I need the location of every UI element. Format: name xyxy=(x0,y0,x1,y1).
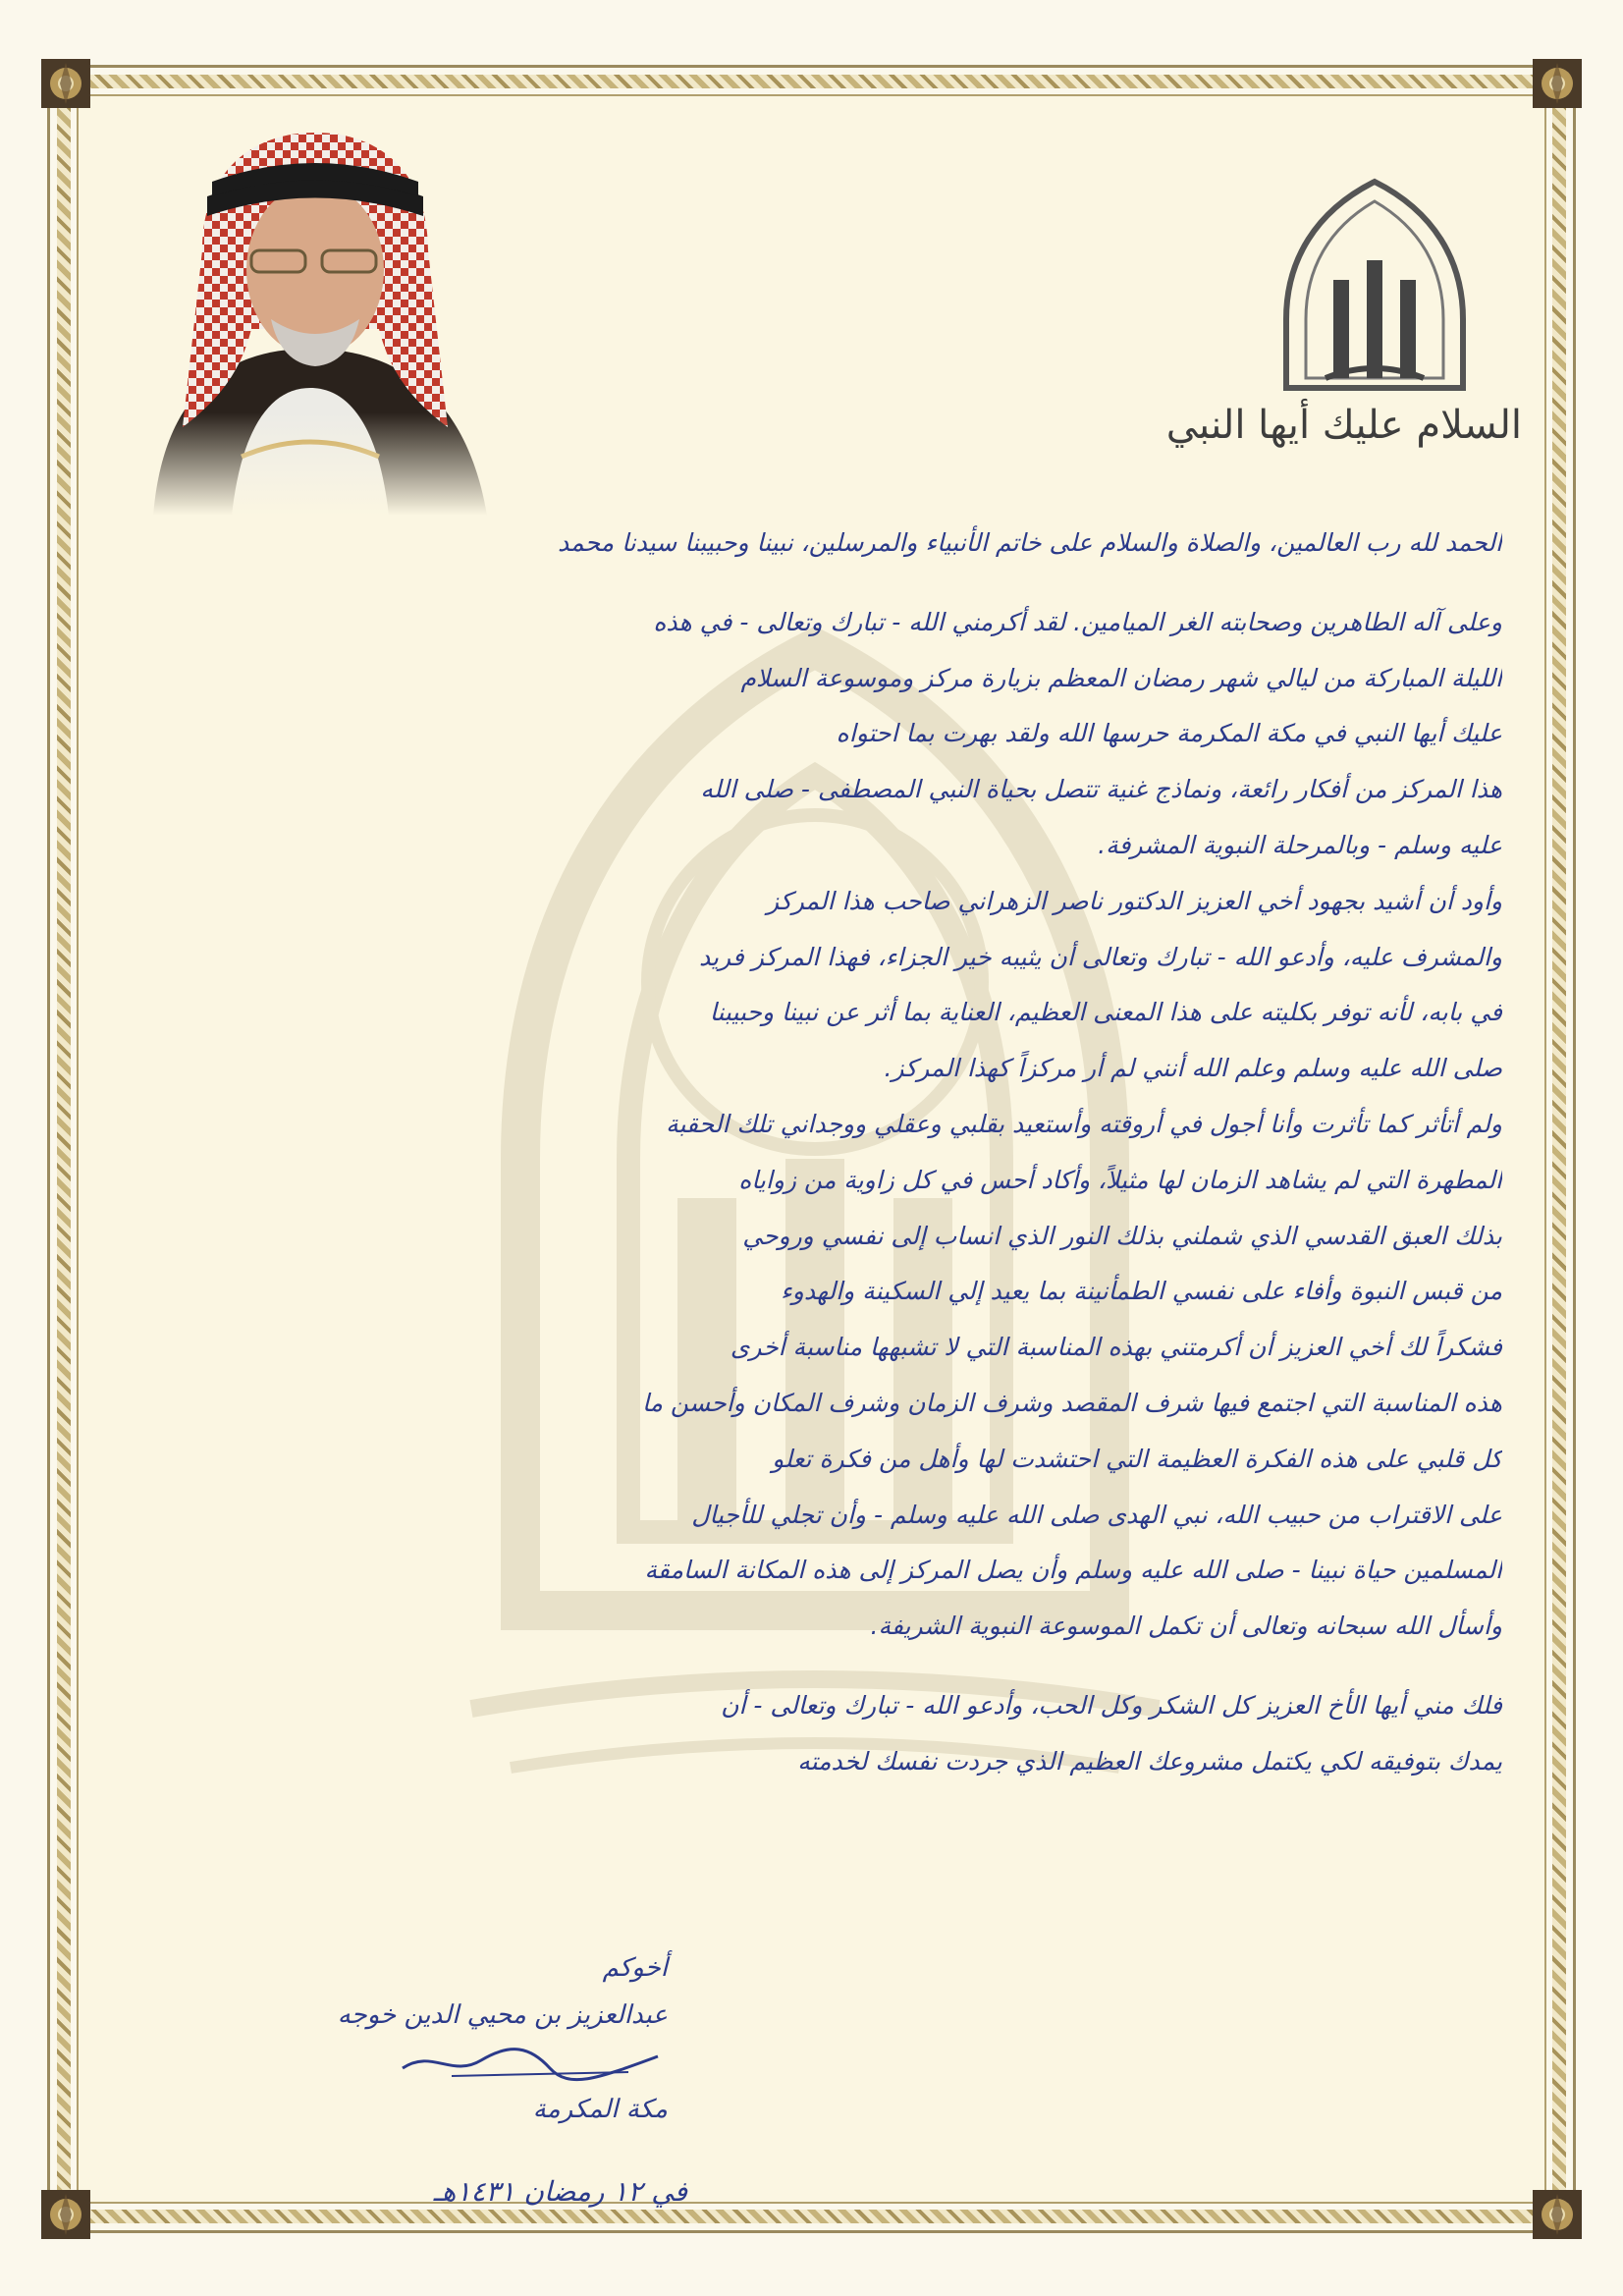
letter-line: الحمد لله رب العالمين، والصلاة والسلام على خاتم الأنبياء والمرسلين، نبينا وحبيبنا سيدنا محمد xyxy=(558,528,1502,557)
signature-block xyxy=(177,1944,668,2133)
signer-place: مكة المكرمة xyxy=(532,2095,668,2124)
letter-line: فشكراً لك أخي العزيز أن أكرمتني بهذه المناسبة التي لا تشبهها مناسبة أخرى xyxy=(730,1333,1502,1362)
corner-ornament-icon xyxy=(39,57,92,110)
letter-body xyxy=(147,516,1502,1790)
handwritten-signature-icon xyxy=(177,2039,668,2086)
letter-line: كل قلبي على هذه الفكرة العظيمة التي احتشدت لها وأهل من فكرة تعلو xyxy=(772,1444,1502,1473)
letter-line: من قبس النبوة وأفاء على نفسي الطمأنينة بما يعيد إلي السكينة والهدوء xyxy=(781,1277,1502,1306)
mosque-arch-logo-icon xyxy=(1227,172,1522,408)
corner-ornament-icon xyxy=(1531,57,1584,110)
letter-line: المسلمين حياة نبينا - صلى الله عليه وسلم وأن يصل المركز إلى هذه المكانة السامقة xyxy=(644,1556,1502,1585)
center-logo xyxy=(1165,172,1522,466)
closing: أخوكم xyxy=(602,1953,668,1983)
letter-line: هذا المركز من أفكار رائعة، ونماذج غنية تتصل بحياة النبي المصطفى - صلى الله xyxy=(700,775,1502,804)
letter-line: عليك أيها النبي في مكة المكرمة حرسها الله ولقد بهرت بما احتواه xyxy=(836,719,1502,748)
letter-line: ولم أتأثر كما تأثرت وأنا أجول في أروقته وأستعيد بقلبي وعقلي ووجداني تلك الحقبة xyxy=(666,1109,1502,1138)
corner-ornament-icon xyxy=(1531,2188,1584,2241)
letter-line: عليه وسلم - وبالمرحلة النبوية المشرفة. xyxy=(1098,830,1502,859)
letter-line: فلك مني أيها الأخ العزيز كل الشكر وكل الحب، وأدعو الله - تبارك وتعالى - أن xyxy=(721,1690,1502,1720)
letter-line: في بابه، لأنه توفر بكليته على هذا المعنى العظيم، العناية بما أثر عن نبينا وحبيبنا xyxy=(709,998,1502,1027)
letter-line: هذه المناسبة التي اجتمع فيها شرف المقصد وشرف الزمان وشرف المكان وأحسن ما xyxy=(641,1388,1502,1417)
letter-line: المطهرة التي لم يشاهد الزمان لها مثيلاً، وأكاد أحس في كل زاوية من زواياه xyxy=(738,1165,1502,1194)
letter-line: على الاقتراب من حبيب الله، نبي الهدى صلى الله عليه وسلم - وأن تجلي للأجيال xyxy=(691,1500,1502,1529)
letter-line: بذلك العبق القدسي الذي شملني بذلك النور الذي انساب إلى نفسي وروحي xyxy=(742,1221,1502,1250)
letter-line: وأود أن أشيد بجهود أخي العزيز الدكتور ناصر الزهراني صاحب هذا المركز xyxy=(767,886,1502,915)
letter-date: في ١٢ رمضان ١٤٣١هـ xyxy=(433,2175,687,2208)
letter-line: يمدك بتوفيقه لكي يكتمل مشروعك العظيم الذي جردت نفسك لخدمته xyxy=(797,1746,1502,1776)
letter-line: وأسأل الله سبحانه وتعالى أن تكمل الموسوعة النبوية الشريفة. xyxy=(870,1612,1502,1641)
letter-line: صلى الله عليه وسلم وعلم الله أنني لم أر مركزاً كهذا المركز. xyxy=(884,1054,1502,1083)
portrait-photo xyxy=(94,103,526,516)
signer-name: عبدالعزيز بن محيي الدين خوجه xyxy=(337,2000,668,2030)
letter-line: وعلى آله الطاهرين وصحابته الغر الميامين. لقد أكرمني الله - تبارك وتعالى - في هذه xyxy=(653,607,1502,636)
letter-line: الليلة المباركة من ليالي شهر رمضان المعظم بزيارة مركز وموسوعة السلام xyxy=(740,663,1502,692)
corner-ornament-icon xyxy=(39,2188,92,2241)
letter-line: والمشرف عليه، وأدعو الله - تبارك وتعالى أن يثيبه خير الجزاء، فهذا المركز فريد xyxy=(698,942,1502,971)
logo-tagline: السلام عليك أيها النبي xyxy=(1165,403,1522,448)
